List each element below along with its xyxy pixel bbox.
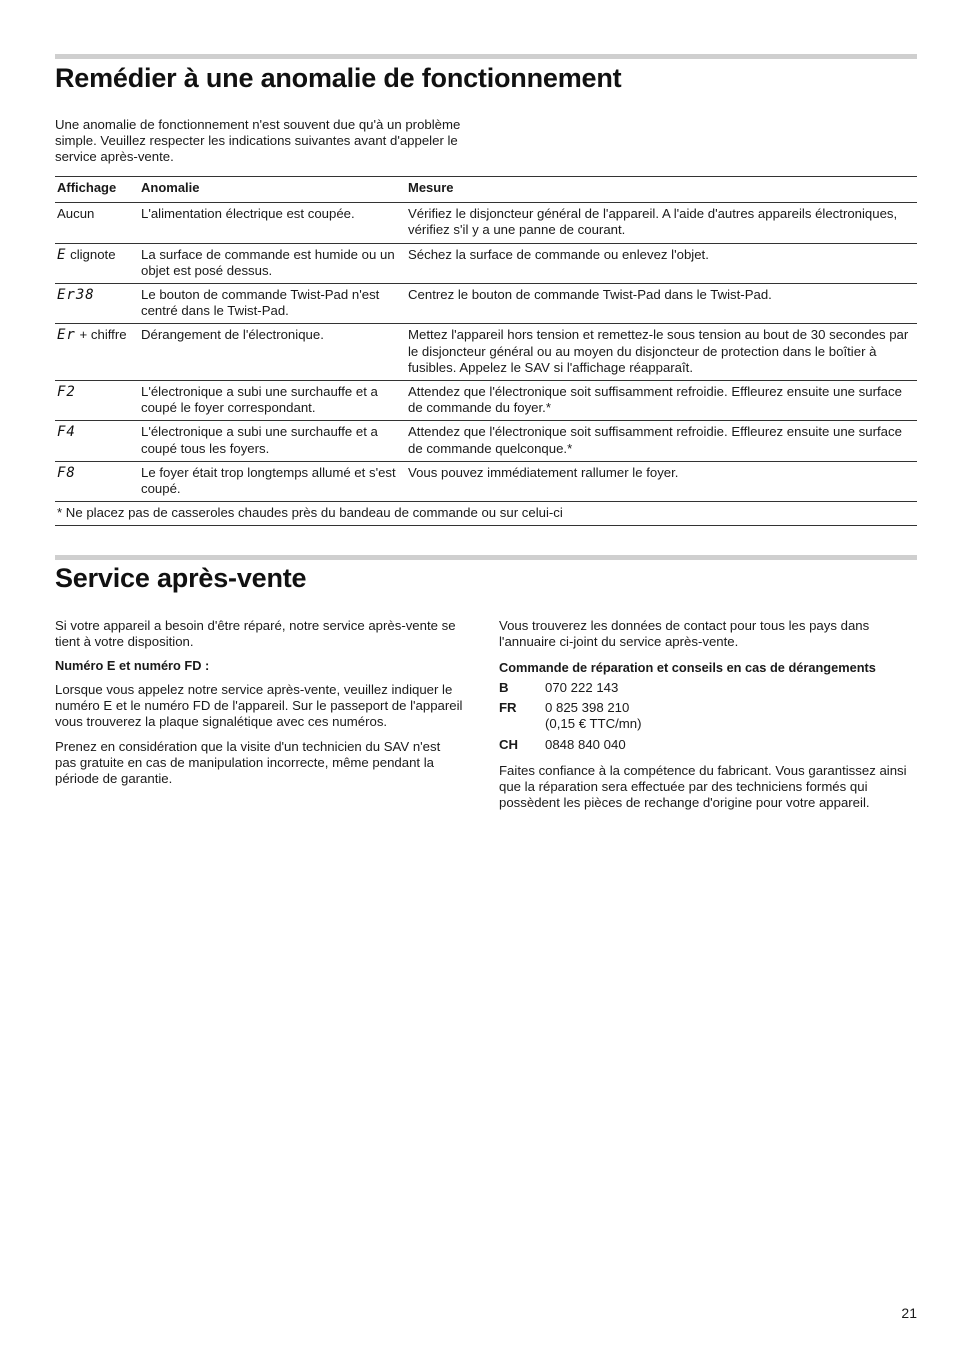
display-code: E (57, 246, 67, 263)
phone-number-block (545, 700, 642, 732)
cell-affichage (55, 243, 139, 283)
display-code: F2 (57, 384, 76, 401)
cell-anomalie: Le foyer était trop longtemps allumé et s'est coupé. (141, 464, 396, 497)
contact-directory-paragraph: Vous trouverez les données de contact pour tous les pays dans l'annuaire ci-joint du service après-vente. (499, 618, 870, 650)
phone-list (499, 680, 919, 753)
cell-affichage (55, 324, 139, 381)
phone-number: 0848 840 040 (545, 736, 626, 752)
cell-anomalie: L'électronique a subi une surchauffe et a coupé tous les foyers. (141, 424, 378, 456)
cell-affichage (55, 284, 139, 324)
header-mesure: Mesure (408, 180, 454, 195)
cell-mesure: Vérifiez le disjoncteur général de l'appareil. A l'aide d'autres appareils électroniques, vérifiez s'il y a une panne de courant. (408, 206, 898, 238)
manufacturer-trust-paragraph: Faites confiance à la compétence du fabricant. Vous garantissez ainsi que la réparation sera effectuée par des techniciens formés qui possèdent les pièces de rechange d'origine pour votre appareil. (499, 762, 907, 811)
table-row (55, 203, 917, 243)
phone-country: FR (499, 700, 517, 716)
header-anomalie: Anomalie (141, 180, 200, 195)
display-code: Er (57, 327, 76, 344)
display-text: clignote (66, 246, 116, 262)
subheading-repair-order: Commande de réparation et conseils en cas de dérangements (499, 660, 876, 676)
display-text: Aucun (57, 206, 95, 222)
table-row (55, 324, 917, 381)
display-code: F4 (57, 424, 76, 441)
display-code: Er38 (57, 287, 95, 304)
table-footnote-row (55, 502, 917, 526)
section-rule-top (55, 54, 917, 59)
table-header-row (55, 177, 917, 203)
page-number: 21 (901, 1305, 917, 1321)
header-affichage: Affichage (57, 180, 117, 195)
table-row (55, 461, 917, 501)
phone-entry (499, 737, 919, 753)
cell-affichage (55, 421, 139, 461)
table-row (55, 284, 917, 324)
cell-anomalie: Le bouton de commande Twist-Pad n'est centré dans le Twist-Pad. (141, 287, 380, 319)
phone-number: 070 222 143 (545, 679, 619, 695)
intro-paragraph: Une anomalie de fonctionnement n'est souvent due qu'à un problème simple. Veuillez respecter les indications suivantes avant d'appeler le service après-vente. (55, 117, 461, 165)
cell-anomalie: L'électronique a subi une surchauffe et a coupé le foyer correspondant. (141, 384, 378, 416)
display-text: + chiffre (75, 327, 127, 343)
phone-entry (499, 700, 919, 732)
phone-number-block (545, 737, 626, 753)
cell-affichage (55, 381, 139, 421)
table-row (55, 381, 917, 421)
cell-affichage (55, 203, 139, 243)
cell-mesure: Attendez que l'électronique soit suffisamment refroidie. Effleurez ensuite une surface de commande quelconque.* (408, 424, 902, 456)
display-code: F8 (57, 464, 76, 481)
cell-mesure: Vous pouvez immédiatement rallumer le foyer. (408, 464, 679, 480)
table-footnote: * Ne placez pas de casseroles chaudes près du bandeau de commande ou sur celui-ci (57, 505, 563, 521)
fault-table-body (55, 203, 917, 526)
cell-affichage (55, 461, 139, 501)
cell-mesure: Attendez que l'électronique soit suffisamment refroidie. Effleurez ensuite une surface de commande du foyer.* (408, 384, 902, 416)
fault-table (55, 176, 917, 526)
phone-country: CH (499, 736, 519, 752)
cell-mesure: Centrez le bouton de commande Twist-Pad dans le Twist-Pad. (408, 287, 772, 303)
cell-mesure: Mettez l'appareil hors tension et remettez-le sous tension au bout de 30 secondes par le disjoncteur général ou au moyen du disjoncteur de protection dans le boîtier à fusibles. Appelez le SAV si l'affichage réapparaît. (408, 327, 909, 375)
cell-anomalie: Dérangement de l'électronique. (141, 327, 324, 343)
phone-number-block (545, 680, 618, 696)
service-right-column (499, 618, 919, 811)
section-title-troubleshooting: Remédier à une anomalie de fonctionnement (55, 63, 622, 93)
phone-entry (499, 680, 919, 696)
cell-mesure: Séchez la surface de commande ou enlevez l'objet. (408, 246, 709, 262)
cell-anomalie: L'alimentation électrique est coupée. (141, 206, 355, 222)
technician-visit-paragraph: Prenez en considération que la visite d'un technicien du SAV n'est pas gratuite en cas de manipulation incorrecte, même pendant la période de garantie. (55, 738, 441, 786)
cell-anomalie: La surface de commande est humide ou un objet est posé dessus. (141, 246, 395, 278)
section-title-service: Service après-vente (55, 563, 307, 593)
subheading-e-fd-number: Numéro E et numéro FD : (55, 658, 210, 674)
table-row (55, 421, 917, 461)
phone-number: 0 825 398 210 (545, 700, 630, 716)
service-left-column (55, 618, 465, 787)
phone-country: B (499, 679, 509, 695)
section-rule-service (55, 555, 917, 560)
phone-rate-note: (0,15 € TTC/mn) (545, 716, 642, 732)
service-intro-paragraph: Si votre appareil a besoin d'être réparé, notre service après-vente se tient à votre disposition. (55, 618, 456, 650)
table-row (55, 243, 917, 283)
e-fd-paragraph: Lorsque vous appelez notre service après-vente, veuillez indiquer le numéro E et le numéro FD de l'appareil. Sur le passeport de l'appareil vous trouverez la plaque signalétique avec ces numéros. (55, 681, 463, 730)
